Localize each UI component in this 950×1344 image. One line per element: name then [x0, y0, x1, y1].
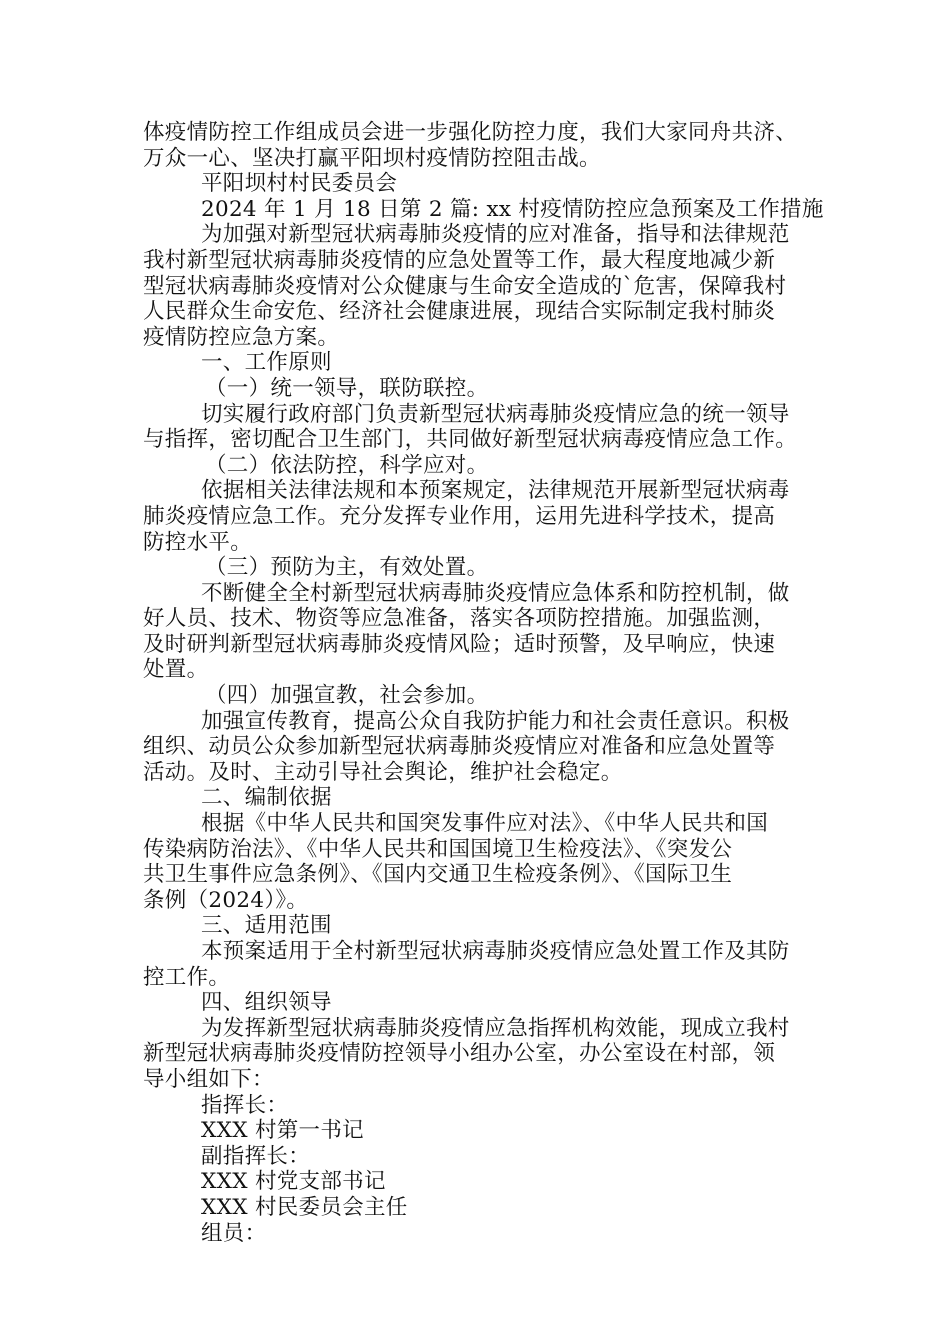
document-body — [143, 120, 823, 1246]
signature-line: 平阳坝村村民委员会 — [201, 171, 398, 197]
paragraph-line: 传染病防治法》、《中华人民共和国国境卫生检疫法》、《突发公 — [143, 836, 733, 862]
role-member: XXX 村第一书记 — [201, 1118, 364, 1144]
subsection-heading: （三）预防为主，有效处置。 — [205, 555, 489, 581]
paragraph-line: 切实履行政府部门负责新型冠状病毒肺炎疫情应急的统一领导 — [201, 401, 790, 427]
paragraph-line: 万众一心、坚决打赢平阳坝村疫情防控阻击战。 — [143, 145, 601, 171]
role-label: 组员： — [201, 1220, 267, 1246]
subsection-heading: （二）依法防控，科学应对。 — [205, 452, 489, 478]
paragraph-line: 控工作。 — [143, 964, 231, 990]
paragraph-line: 型冠状病毒肺炎疫情对公众健康与生命安全造成的`危害，保障我村 — [143, 273, 787, 299]
subsection-heading: （四）加强宣教，社会参加。 — [205, 683, 489, 709]
role-label: 副指挥长： — [201, 1143, 311, 1169]
role-member: XXX 村党支部书记 — [201, 1169, 386, 1195]
paragraph-line: 本预案适用于全村新型冠状病毒肺炎疫情应急处置工作及其防 — [201, 939, 790, 964]
role-label: 指挥长： — [201, 1092, 289, 1118]
subsection-heading: （一）统一领导，联防联控。 — [205, 375, 489, 401]
section-heading: 二、编制依据 — [201, 785, 332, 811]
paragraph-line: 依据相关法律法规和本预案规定，法律规范开展新型冠状病毒 — [201, 478, 790, 504]
paragraph-line: 人民群众生命安危、经济社会健康进展，现结合实际制定我村肺炎 — [143, 299, 776, 325]
section-heading: 一、工作原则 — [201, 350, 332, 376]
paragraph-line: 根据《中华人民共和国突发事件应对法》、《中华人民共和国 — [201, 811, 769, 837]
paragraph-line: 组织、动员公众参加新型冠状病毒肺炎疫情应对准备和应急处置等 — [143, 734, 776, 760]
paragraph-line: 好人员、技术、物资等应急准备，落实各项防控措施。加强监测， — [143, 606, 776, 632]
paragraph-line: 不断健全全村新型冠状病毒肺炎疫情应急体系和防控机制，做 — [201, 580, 790, 606]
paragraph-line: 与指挥，密切配合卫生部门，共同做好新型冠状病毒疫情应急工作。 — [143, 427, 798, 453]
section-heading: 三、适用范围 — [201, 913, 332, 939]
paragraph-line: 处置。 — [143, 657, 209, 683]
paragraph-line: 活动。及时、主动引导社会舆论，维护社会稳定。 — [143, 759, 623, 785]
paragraph-line: 疫情防控应急方案。 — [143, 324, 340, 350]
paragraph-line: 为加强对新型冠状病毒肺炎疫情的应对准备，指导和法律规范 — [201, 222, 790, 248]
paragraph-line: 我村新型冠状病毒肺炎疫情的应急处置等工作，最大程度地减少新 — [143, 247, 776, 273]
paragraph-line: 为发挥新型冠状病毒肺炎疫情应急指挥机构效能，现成立我村 — [201, 1015, 790, 1041]
paragraph-line: 加强宣传教育，提高公众自我防护能力和社会责任意识。积极 — [201, 708, 790, 734]
paragraph-line: 防控水平。 — [143, 529, 253, 555]
section-heading: 四、组织领导 — [201, 990, 332, 1016]
paragraph-line: 肺炎疫情应急工作。充分发挥专业作用，运用先进科学技术，提高 — [143, 503, 776, 529]
paragraph-line: 导小组如下： — [143, 1066, 274, 1092]
paragraph-line: 共卫生事件应急条例》、《国内交通卫生检疫条例》、《国际卫生 — [143, 862, 733, 888]
date-title-line: 2024 年 1 月 18 日第 2 篇: xx 村疫情防控应急预案及工作措施 — [201, 196, 824, 222]
role-member: XXX 村民委员会主任 — [201, 1194, 408, 1220]
paragraph-line: 体疫情防控工作组成员会进一步强化防控力度，我们大家同舟共济、 — [143, 120, 798, 145]
paragraph-line: 条例（2024）》。 — [143, 887, 309, 913]
paragraph-line: 新型冠状病毒肺炎疫情防控领导小组办公室，办公室设在村部，领 — [143, 1041, 776, 1067]
paragraph-line: 及时研判新型冠状病毒肺炎疫情风险；适时预警，及早响应，快速 — [143, 631, 776, 657]
